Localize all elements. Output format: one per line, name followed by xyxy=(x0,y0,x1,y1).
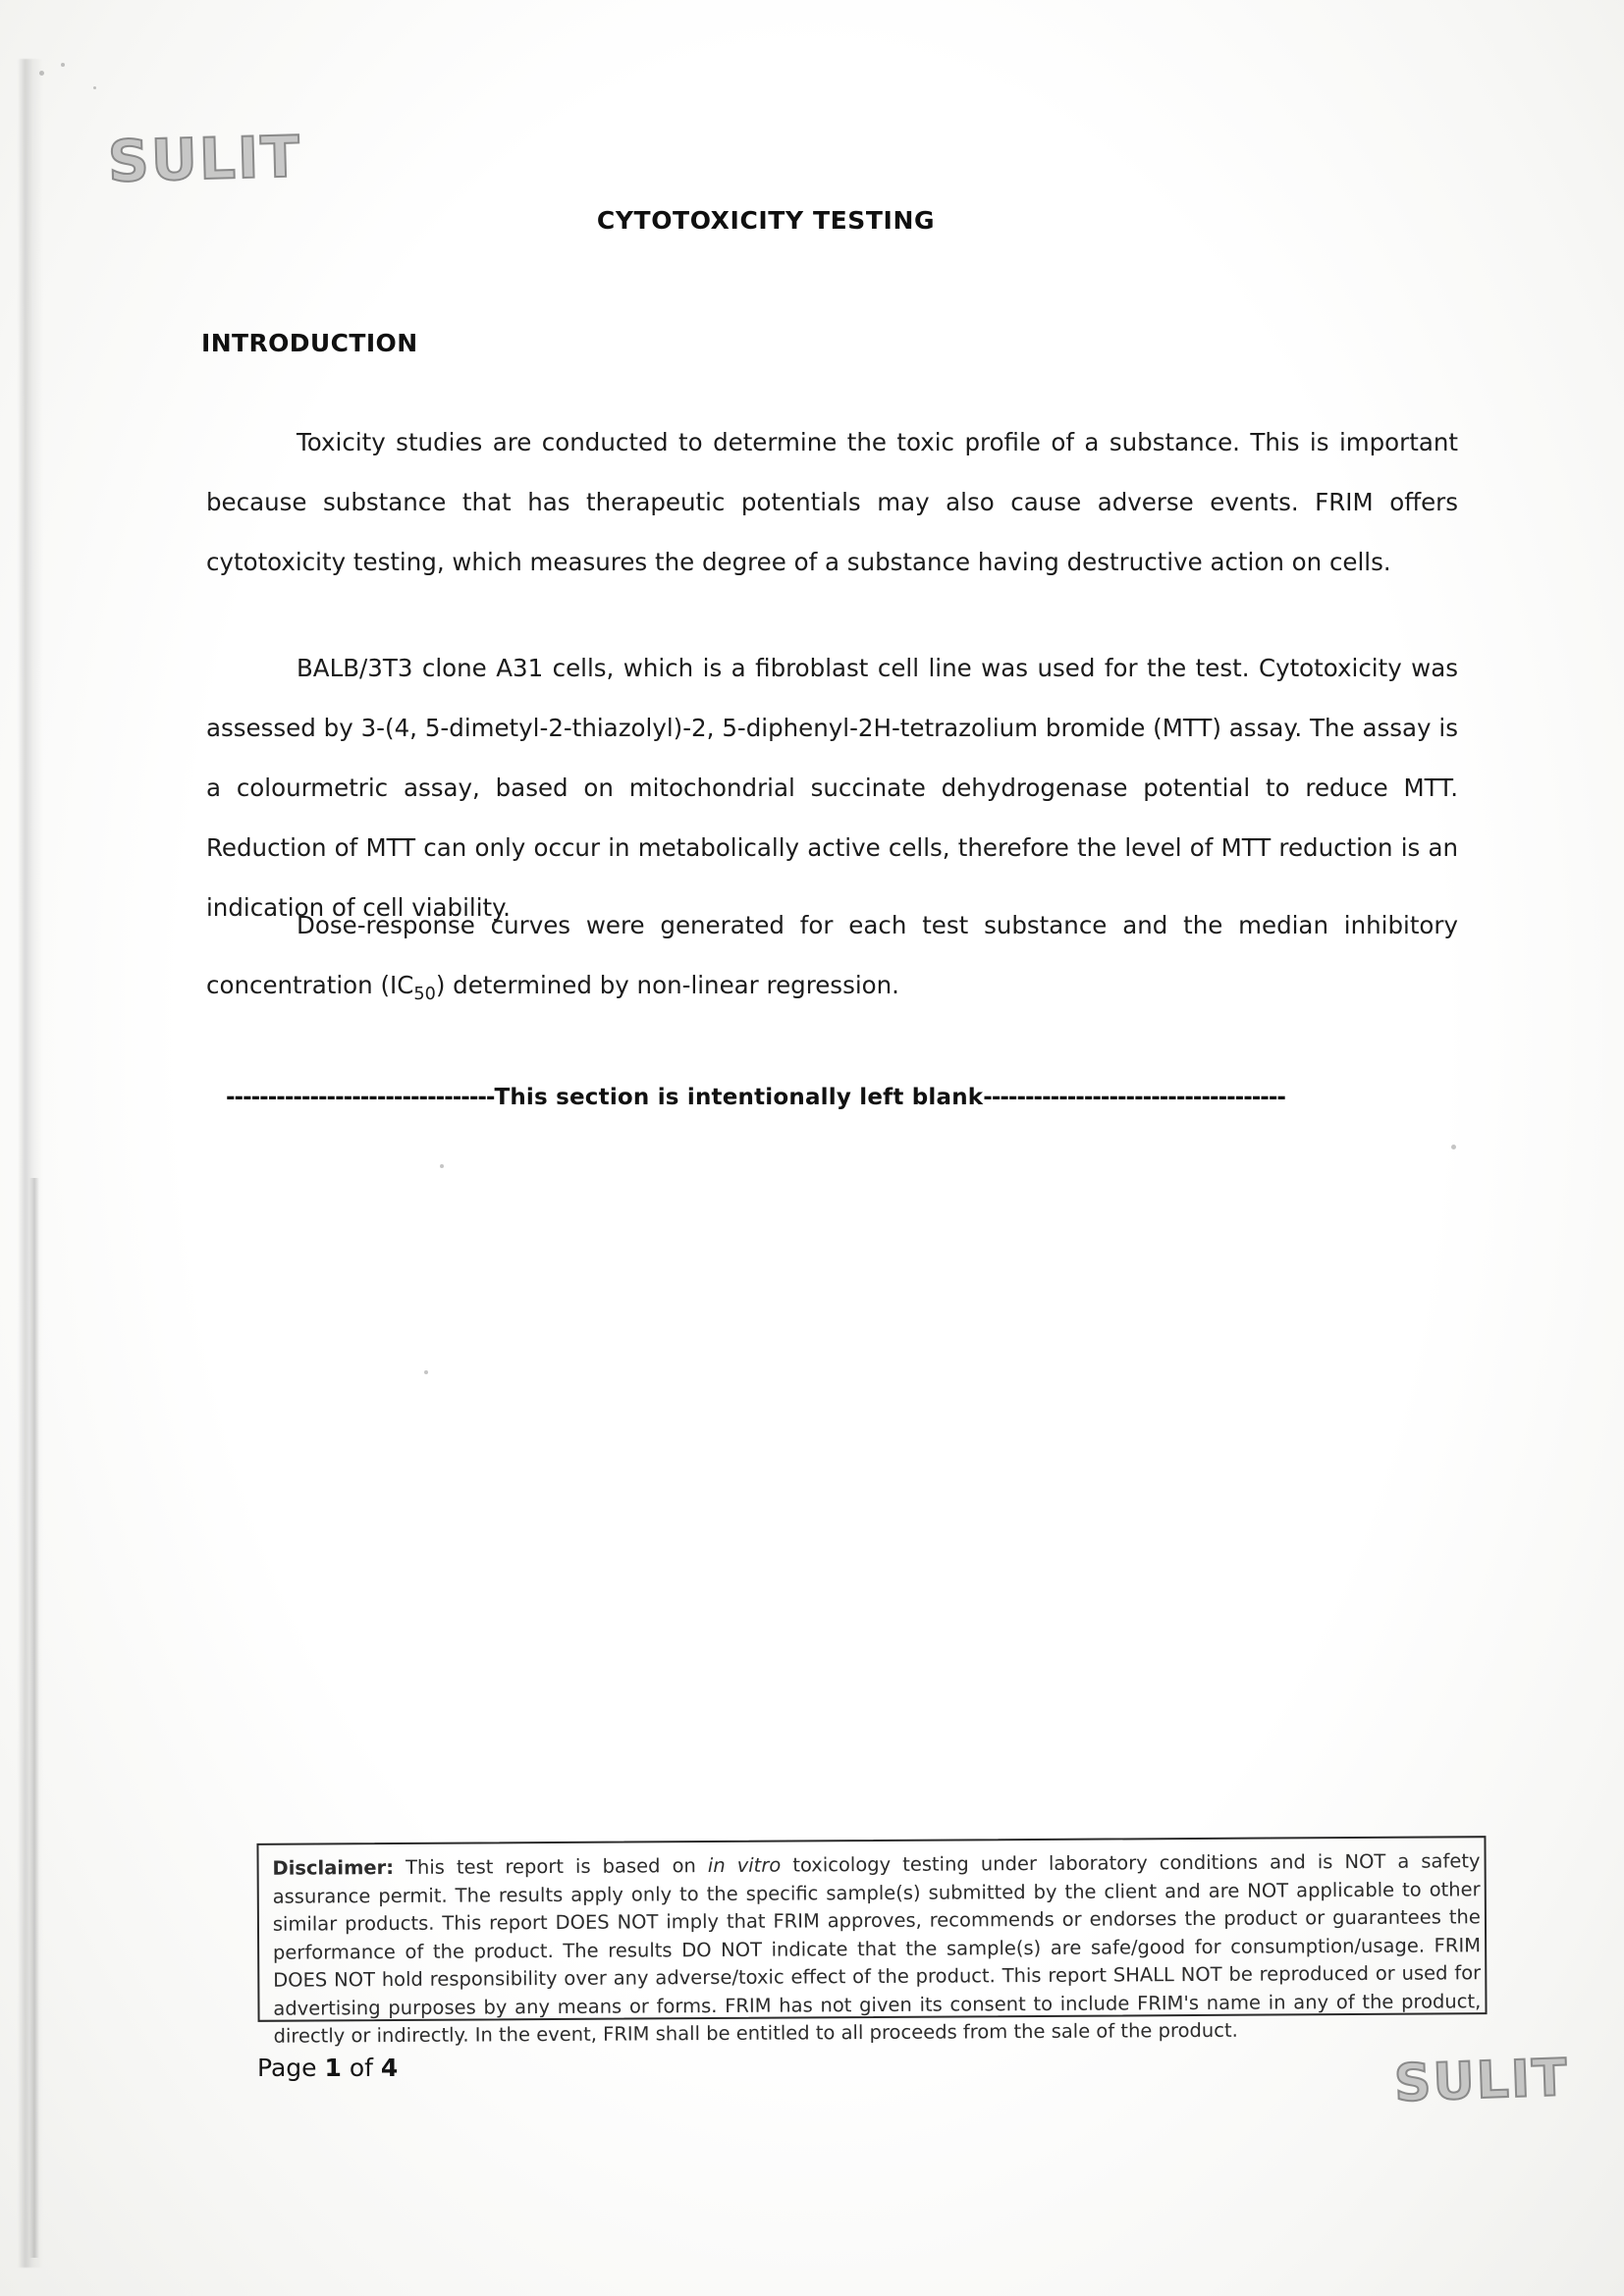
footer-current-page: 1 xyxy=(324,2054,342,2082)
page-footer xyxy=(257,2054,398,2082)
footer-total-pages: 4 xyxy=(380,2054,399,2082)
scan-speck xyxy=(1451,1145,1456,1149)
scan-speck xyxy=(39,71,44,76)
paragraph-block-2 xyxy=(206,638,1458,937)
disclaimer-body: toxicology testing under laboratory conditions and is NOT a safety assurance permit. The results apply only to the specific sample(s) submitted by the client and are NOT applicable to other similar products. This report DOES NOT imply that FRIM approves, recommends or endorses the product or guarantees the performance of the product. The results DO NOT indicate that the sample(s) are safe/good for consumption/usage. FRIM DOES NOT hold responsibility over any adverse/toxic effect of the product. This report SHALL NOT be reproduced or used for advertising purposes by any means or forms. FRIM has not given its consent to include FRIM's name in any of the product, directly or indirectly. In the event, FRIM shall be entitled to all proceeds from the sale of the product. xyxy=(272,1849,1482,2048)
section-heading-introduction: INTRODUCTION xyxy=(201,329,418,357)
paragraph3-before: Dose-response curves were generated for each test substance and the median inhibitory concentration (IC xyxy=(206,911,1458,999)
intentionally-left-blank-note xyxy=(226,1085,1443,1110)
page-title: CYTOTOXICITY TESTING xyxy=(596,206,936,235)
paragraph-block-1 xyxy=(206,412,1458,592)
paragraph-block-3 xyxy=(206,895,1458,1025)
right-dash-rule: ------------------------------------ xyxy=(983,1085,1285,1110)
sulit-watermark-top: SULIT xyxy=(107,123,302,195)
footer-middle: of xyxy=(349,2054,373,2082)
disclaimer-label: Disclaimer: xyxy=(272,1856,395,1880)
paragraph-text: Toxicity studies are conducted to determine the toxic profile of a substance. This is important because substance that has therapeutic potentials may also cause adverse events. FRIM offers cytotoxicity testing, which measures the degree of a substance having destructive action on cells. xyxy=(206,428,1458,576)
paragraph3-after: ) determined by non-linear regression. xyxy=(435,971,899,999)
ic50-subscript: 50 xyxy=(413,984,436,1004)
footer-prefix: Page xyxy=(257,2054,317,2082)
scan-speck xyxy=(424,1370,428,1374)
scan-speck xyxy=(440,1164,444,1168)
scan-edge-artifact-secondary xyxy=(29,1178,39,2258)
left-dash-rule: -------------------------------- xyxy=(226,1085,495,1110)
scan-speck xyxy=(93,86,96,89)
disclaimer-italic-term: in vitro xyxy=(707,1853,782,1878)
disclaimer-text xyxy=(272,1847,1481,2051)
sulit-watermark-bottom: SULIT xyxy=(1393,2048,1570,2114)
disclaimer-lead: This test report is based on xyxy=(405,1854,696,1879)
blank-note-text: This section is intentionally left blank xyxy=(494,1085,984,1110)
paragraph-text: BALB/3T3 clone A31 cells, which is a fibroblast cell line was used for the test. Cytotoxicity was assessed by 3-(4, 5-dimetyl-2-thiazolyl)-2, 5-diphenyl-2H-tetrazolium bromide (MTT) assay. The assay is a colourmetric assay, based on mitochondrial succinate dehydrogenase potential to reduce MTT. Reduction of MTT can only occur in metabolically active cells, therefore the level of MTT reduction is an indication of cell viability. xyxy=(206,654,1458,922)
scan-speck xyxy=(61,63,65,67)
paragraph-text-with-subscript xyxy=(206,895,1458,1025)
